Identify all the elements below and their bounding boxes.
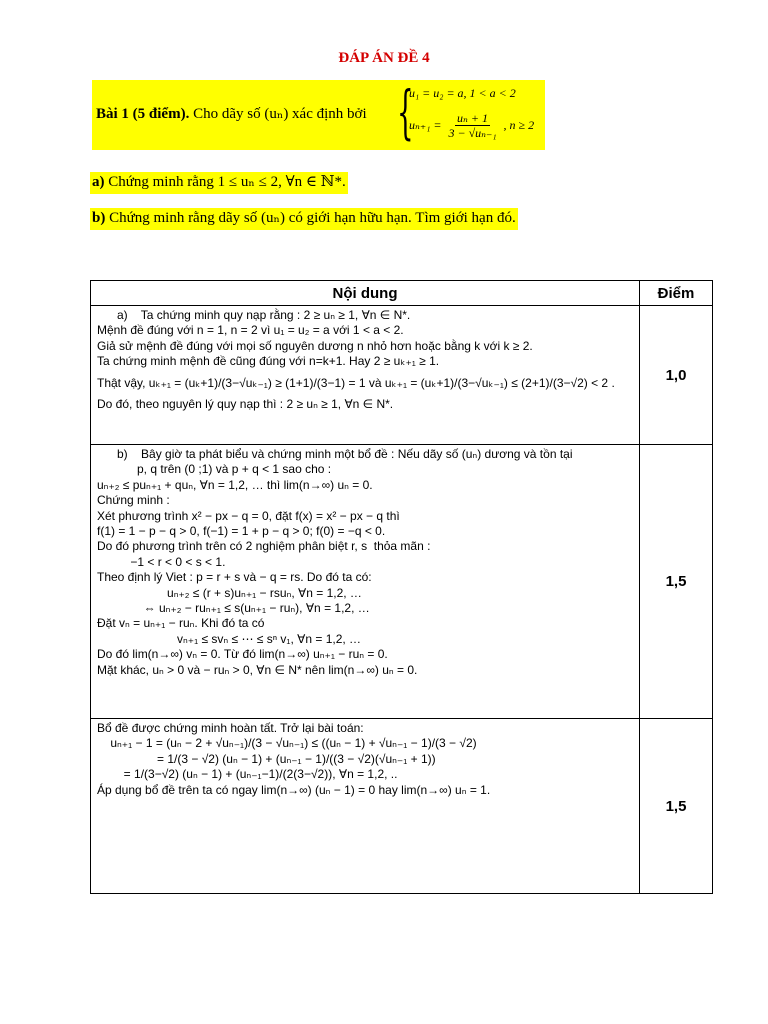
points-part-a: 1,0 — [640, 306, 713, 445]
table-row — [91, 306, 713, 445]
solution-part-a: a) Ta chứng minh quy nạp rằng : 2 ≥ uₙ ≥ 1, ∀n ∈ N*. Mệnh đề đúng với n = 1, n = 2 vì u₁ = u₂ = a với 1 < a < 2. Giả sử mệnh đề đúng với mọi số nguyên dương n nhỏ hơn hoặc bằng k với k ≥ 2. Ta chứng minh mệnh đề cũng đúng với n=k+1. Hay 2 ≥ uₖ₊₁ ≥ 1. Thật vậy, uₖ₊₁ = (uₖ+1)/(3−√uₖ₋₁) ≥ (1+1)/(3−1) = 1 và uₖ₊₁ = (uₖ+1)/(3−√uₖ₋₁) ≤ (2+1)/(3−√2) < 2 . Do đó, theo nguyên lý quy nạp thì : 2 ≥ uₙ ≥ 1, ∀n ∈ N*. — [97, 308, 615, 412]
solution-part-b: Bổ đề được chứng minh hoàn tất. Trở lại bài toán: uₙ₊₁ − 1 = (uₙ − 2 + √uₙ₋₁)/(3 − √uₙ₋₁) ≤ ((uₙ − 1) + √uₙ₋₁ − 1)/(3 − √2) = 1/(3 − √2) (uₙ − 1) + (uₙ₋₁ − 1)/((3 − √2)(√uₙ₋₁ + 1)) = 1/(3−√2) (uₙ − 1) + (uₙ₋₁−1)/(2(3−√2)), ∀n = 1,2, .. Áp dụng bổ đề trên ta có ngay lim(n→∞) (uₙ − 1) = 0 hay lim(n→∞) uₙ = 1. — [97, 721, 491, 797]
points-part-b: 1,5 — [640, 719, 713, 894]
page-title: ĐÁP ÁN ĐỀ 4 — [338, 50, 430, 66]
recurrence-formula: uₙ₊₁ = $\frac{\text{uₙ + 1}}{\text{3 − √uₙ₋₁}}$ , n ≥ 2 — [409, 111, 535, 140]
problem-label: Bài 1 (5 điểm). — [96, 106, 190, 122]
problem-text: Cho dãy số (uₙ) xác định bởi — [193, 106, 367, 122]
table-header-row — [91, 281, 713, 306]
part-a: a) Chứng minh rằng 1 ≤ uₙ ≤ 2, ∀n ∈ ℕ*. — [90, 172, 348, 194]
points-lemma: 1,5 — [640, 445, 713, 719]
recurrence-system — [397, 78, 545, 148]
table-row — [91, 719, 713, 894]
header-content: Nội dung — [91, 281, 640, 306]
part-b: b) Chứng minh rằng dãy số (uₙ) có giới hạn hữu hạn. Tìm giới hạn đó. — [90, 208, 518, 230]
problem-statement — [92, 80, 545, 150]
brace-symbol: { — [397, 78, 414, 146]
table-row — [91, 445, 713, 719]
solution-table — [90, 280, 713, 894]
initial-condition: u₁ = u₂ = a, 1 < a < 2 — [409, 86, 516, 100]
solution-lemma: b) Bây giờ ta phát biểu và chứng minh một bổ đề : Nếu dãy số (uₙ) dương và tồn tại p, q trên (0 ;1) và p + q < 1 sao cho : uₙ₊₂ ≤ puₙ₊₁ + quₙ, ∀n = 1,2, … thì lim(n→∞) uₙ = 0. Chứng minh : Xét phương trình x² − px − q = 0, đặt f(x) = x² − px − q thì f(1) = 1 − p − q > 0, f(−1) = 1 + p − q > 0; f(0) = −q < 0. Do đó phương trình trên có 2 nghiệm phân biệt r, s thỏa mãn : −1 < r < 0 < s < 1. Theo định lý Viet : p = r + s và − q = rs. Do đó ta có: uₙ₊₂ ≤ (r + s)uₙ₊₁ − rsuₙ, ∀n = 1,2, … ⇔ uₙ₊₂ − ruₙ₊₁ ≤ s(uₙ₊₁ − ruₙ), ∀n = 1,2, … Đặt vₙ = uₙ₊₁ − ruₙ. Khi đó ta có vₙ₊₁ ≤ svₙ ≤ ⋯ ≤ sⁿ v₁, ∀n = 1,2, … Do đó lim(n→∞) vₙ = 0. Từ đó lim(n→∞) uₙ₊₁ − ruₙ = 0. Mặt khác, uₙ > 0 và − ruₙ > 0, ∀n ∈ N* nên lim(n→∞) uₙ = 0. — [97, 447, 573, 677]
header-points: Điểm — [640, 281, 713, 306]
